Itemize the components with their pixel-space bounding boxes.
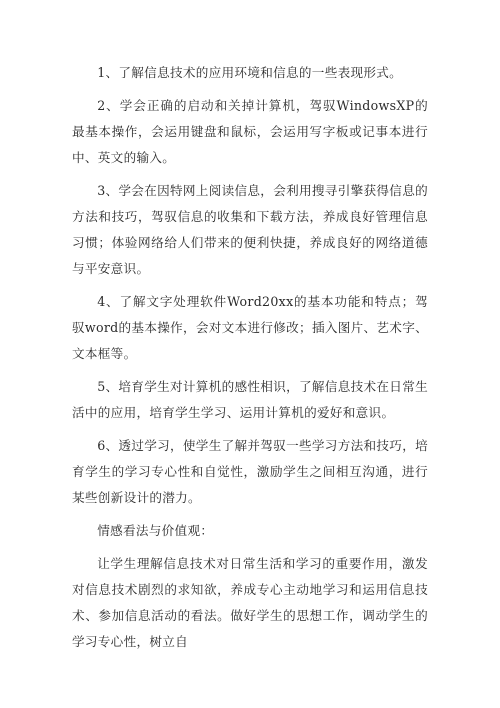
objective-paragraph-2: 2、学会正确的启动和关掉计算机，驾驭WindowsXP的最基本操作，会运用键盘和鼠标，会运用写字板或记事本进行中、英文的输入。 bbox=[72, 98, 428, 165]
objective-paragraph-3: 3、学会在因特网上阅读信息，会利用搜寻引擎获得信息的方法和技巧，驾驭信息的收集和下载方法，养成良好管理信息习惯；体验网络给人们带来的便利快捷，养成良好的网络道德与平安意识。 bbox=[72, 183, 428, 276]
objective-paragraph-6: 6、透过学习，使学生了解并驾驭一些学习方法和技巧，培育学生的学习专心性和自觉性，激励学生之间相互沟通，进行某些创新设计的潜力。 bbox=[72, 438, 428, 505]
objective-paragraph-5: 5、培育学生对计算机的感性相识，了解信息技术在日常生活中的应用，培育学生学习、运用计算机的爱好和意识。 bbox=[72, 379, 428, 420]
objective-paragraph-1: 1、了解信息技术的应用环境和信息的一些表现形式。 bbox=[97, 65, 403, 80]
section-heading: 情感看法与价值观： bbox=[97, 523, 214, 538]
objective-paragraph-4: 4、了解文字处理软件Word20xx的基本功能和特点；驾驭word的基本操作，会对文本进行修改；插入图片、艺术字、文本框等。 bbox=[72, 294, 428, 361]
closing-paragraph: 让学生理解信息技术对日常生活和学习的重要作用，激发对信息技术剧烈的求知欲，养成专心主动地学习和运用信息技术、参加信息活动的看法。做好学生的思想工作，调动学生的学习专心性，树立自 bbox=[72, 556, 428, 649]
